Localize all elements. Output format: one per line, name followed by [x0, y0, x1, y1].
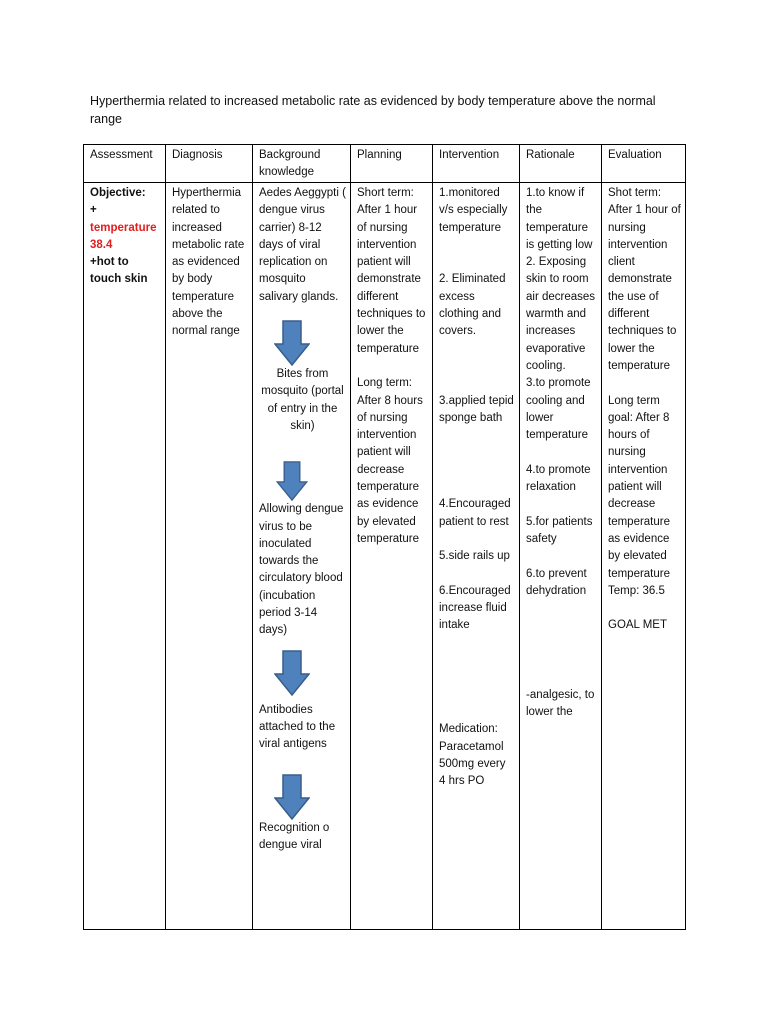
hot-to-touch-text: +hot to touch skin: [90, 256, 148, 286]
intervention-cell: 1.monitored v/s especially temperature 2. Eliminated excess clothing and covers. 3.applied tepid sponge bath 4.Encouraged patient to rest 5.side rails up 6.Encouraged increase fluid intake Medication: Paracetamol 500mg every 4 hrs PO: [433, 183, 520, 930]
header-diagnosis: Diagnosis: [166, 145, 253, 183]
table-header-row: [84, 145, 686, 183]
evaluation-cell: Shot term: After 1 hour of nursing intervention client demonstrate the use of different techniques to lower the temperature Long term goal: After 8 hours of nursing intervention patient will decrease temperature as evidence by elevated temperature Temp: 36.5 GOAL MET: [602, 183, 686, 930]
background-knowledge-cell: [253, 183, 351, 930]
header-intervention: Intervention: [433, 145, 520, 183]
header-planning: Planning: [351, 145, 433, 183]
background-step-inoculation: Allowing dengue virus to be inoculated towards the circulatory blood (incubation period 3-14 days): [259, 503, 344, 637]
rationale-cell: 1.to know if the temperature is getting low 2. Exposing skin to room air decreases warmth and increases evaporative cooling. 3.to promote cooling and lower temperature 4.to promote relaxation 5.for patients safety 6.to prevent dehydration -analgesic, to lower the: [520, 183, 602, 930]
down-arrow-icon: [274, 320, 310, 366]
header-assessment: Assessment: [84, 145, 166, 183]
background-step-recognition: Recognition o dengue viral: [259, 821, 330, 851]
nursing-care-plan-table: [83, 144, 686, 930]
header-rationale: Rationale: [520, 145, 602, 183]
diagnosis-cell: Hyperthermia related to increased metabolic rate as evidenced by body temperature above the normal range: [166, 183, 253, 930]
background-step-bites: Bites from mosquito (portal of entry in the skin): [261, 368, 344, 432]
temperature-value: temperature 38.4: [90, 221, 157, 251]
down-arrow-icon: [274, 461, 310, 501]
background-step-antibodies: Antibodies attached to the viral antigens: [259, 703, 336, 751]
plus-sign: +: [90, 204, 97, 217]
header-evaluation: Evaluation: [602, 145, 686, 183]
background-intro: Aedes Aeggypti ( dengue virus carrier) 8-12 days of viral replication on mosquito salivary glands.: [259, 187, 346, 303]
objective-label: Objective:: [90, 187, 146, 199]
page-title: Hyperthermia related to increased metabolic rate as evidenced by body temperature above the normal range: [90, 94, 656, 126]
header-background-knowledge: Background knowledge: [253, 145, 351, 183]
table-row: [84, 183, 686, 930]
assessment-cell: [84, 183, 166, 930]
planning-cell: Short term: After 1 hour of nursing intervention patient will demonstrate different techniques to lower the temperature Long term: After 8 hours of nursing intervention patient will decrease temperature as evidence by elevated temperature: [351, 183, 433, 930]
down-arrow-icon: [274, 650, 310, 696]
down-arrow-icon: [274, 774, 310, 820]
